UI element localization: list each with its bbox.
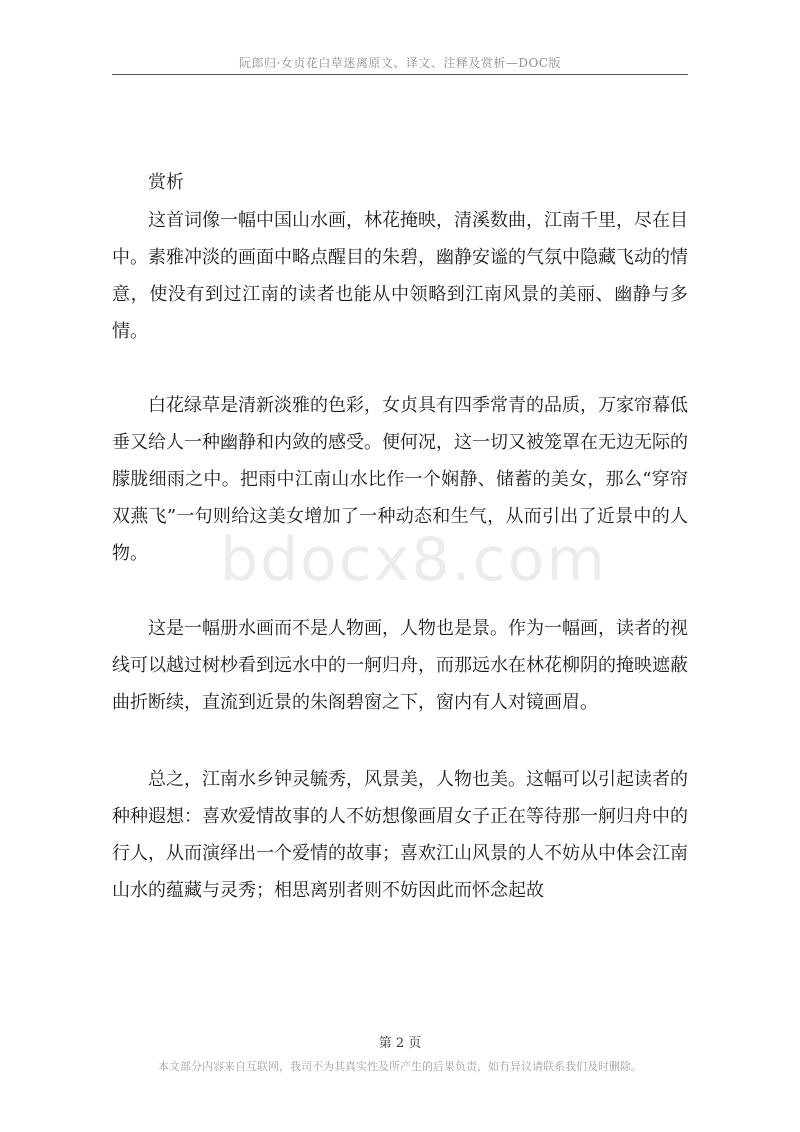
section-heading: 赏析 [148, 172, 184, 193]
document-body [112, 164, 688, 909]
page-number: 第 2 页 [378, 1036, 422, 1051]
paragraph-3: 这是一幅册水画而不是人物画，人物也是景。作为一幅画，读者的视线可以越过树杪看到远水中的一舸归舟，而那远水在林花柳阴的掩映遮蔽曲折断续，直流到近景的朱阁碧窗之下，窗内有人对镜画眉。 [112, 618, 688, 713]
paragraph-1: 这首词像一幅中国山水画，林花掩映，清溪数曲，江南千里，尽在目中。素雅冲淡的画面中略点醒目的朱碧，幽静安谧的气氛中隐藏飞动的情意，使没有到过江南的读者也能从中领略到江南风景的美丽、幽静与多情。 [112, 210, 688, 342]
paragraph-spacer [112, 350, 688, 387]
footer-disclaimer: 本文部分内容来自互联网，我司不为其真实性及所产生的后果负责，如有异议请联系我们及时删除。 [158, 1060, 642, 1073]
paragraph-spacer [112, 721, 688, 761]
paragraph-4: 总之，江南水乡钟灵毓秀，风景美，人物也美。这幅可以引起读者的种种遐想：喜欢爱情故事的人不妨想像画眉女子正在等待那一舸归舟中的行人，从而演绎出一个爱情的故事；喜欢江山风景的人不妨从中体会江南山水的蕴藏与灵秀；相思离别者则不妨因此而怀念起故 [112, 769, 688, 901]
watermark-text: bdocx8.com [220, 525, 607, 595]
paragraph-2: 白花绿草是清新淡雅的色彩，女贞具有四季常青的品质，万家帘幕低垂又给人一种幽静和内敛的感受。便何况，这一切又被笼罩在无边无际的朦胧细雨之中。把雨中江南山水比作一个娴静、储蓄的美女，那么“穿帘双燕飞”一句则给这美女增加了一种动态和生气，从而引出了近景中的人物。 [112, 395, 688, 564]
paragraph-spacer [112, 572, 688, 610]
document-header-title: 阮郎归·女贞花白草迷离原文、译文、注释及赏析—DOC版 [239, 56, 561, 70]
header-divider [112, 74, 688, 75]
